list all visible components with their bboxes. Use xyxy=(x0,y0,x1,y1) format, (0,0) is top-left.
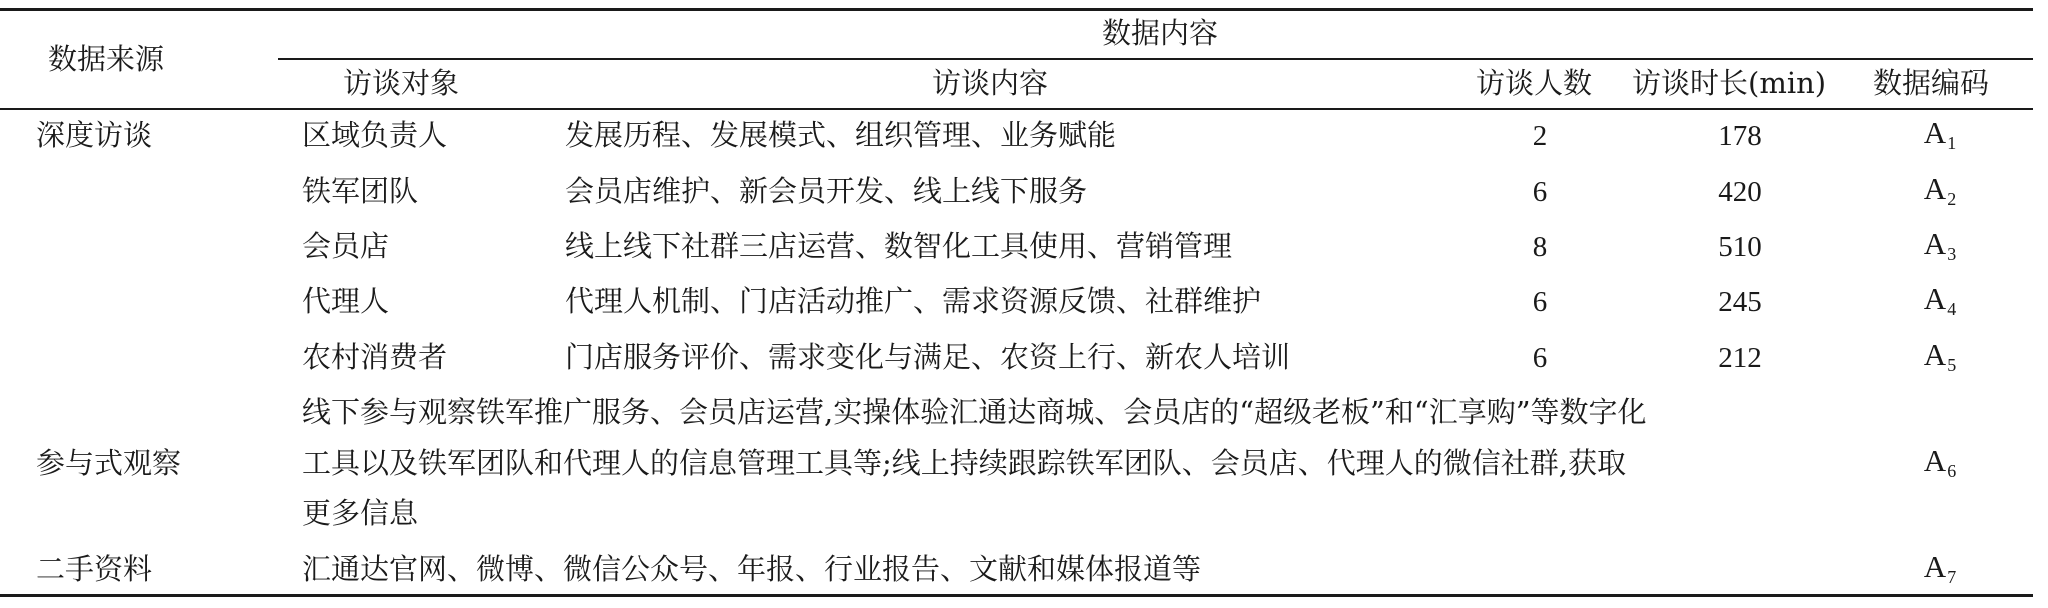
source-deep-interview: 深度访谈 xyxy=(36,118,153,152)
header-group-rule xyxy=(278,58,2033,60)
secondary-text: 汇通达官网、微博、微信公众号、年报、行业报告、文献和媒体报道等 xyxy=(302,552,1202,586)
header-code: 数据编码 xyxy=(1873,66,1990,100)
table-top-rule xyxy=(0,8,2033,11)
observation-line-3: 更多信息 xyxy=(302,496,419,530)
source-secondary: 二手资料 xyxy=(36,552,153,586)
header-source: 数据来源 xyxy=(48,42,165,76)
header-count: 访谈人数 xyxy=(1476,66,1593,100)
table-bottom-rule xyxy=(0,594,2033,597)
source-observation: 参与式观察 xyxy=(36,446,182,480)
data-source-table: 数据来源 数据内容 访谈对象 访谈内容 访谈人数 访谈时长(min) 数据编码 深度访谈 区域负责人 发展历程、发展模式、组织管理、业务赋能 2 178 $A_1$ 铁军团队 会员店维护、新会员开发、线上线下服务 6 420 $A_2$ 会员店 线上线下社群三店运营、数智化工具使用、营销管理 8 510 $A_3$ 代理人 代理人机制、门店活动推广、需求资源反馈、社群维护 6 245 $A_4$ 农村消费者 门店服务评价、需求变化与满足、农资上行、新农人培训 6 212 $A_5$ 参与式观察 线下参与观察铁军推广服务、会员店运营,实操体验汇通达商城、会员店的“超级老板”和“汇享购”等数字化 工具以及铁军团队和代理人的信息管理工具等;线上持续跟踪铁军团队、会员店、代理人的微信社群,获取 更多信息 $A_6$ 二手资料 汇通达官网、微博、微信公众号、年报、行业报告、文献和媒体报道等 $A_7$ xyxy=(0,0,2048,608)
header-topics: 访谈内容 xyxy=(931,66,1048,100)
header-content-group: 数据内容 xyxy=(1101,16,1218,50)
header-bottom-rule xyxy=(0,108,2033,110)
header-interviewee: 访谈对象 xyxy=(343,66,460,100)
header-duration: 访谈时长(min) xyxy=(1632,66,1827,100)
observation-line-2: 工具以及铁军团队和代理人的信息管理工具等;线上持续跟踪铁军团队、会员店、代理人的微信社群,获取 xyxy=(302,446,1626,480)
observation-line-1: 线下参与观察铁军推广服务、会员店运营,实操体验汇通达商城、会员店的“超级老板”和“汇享购”等数字化 xyxy=(302,395,1647,429)
